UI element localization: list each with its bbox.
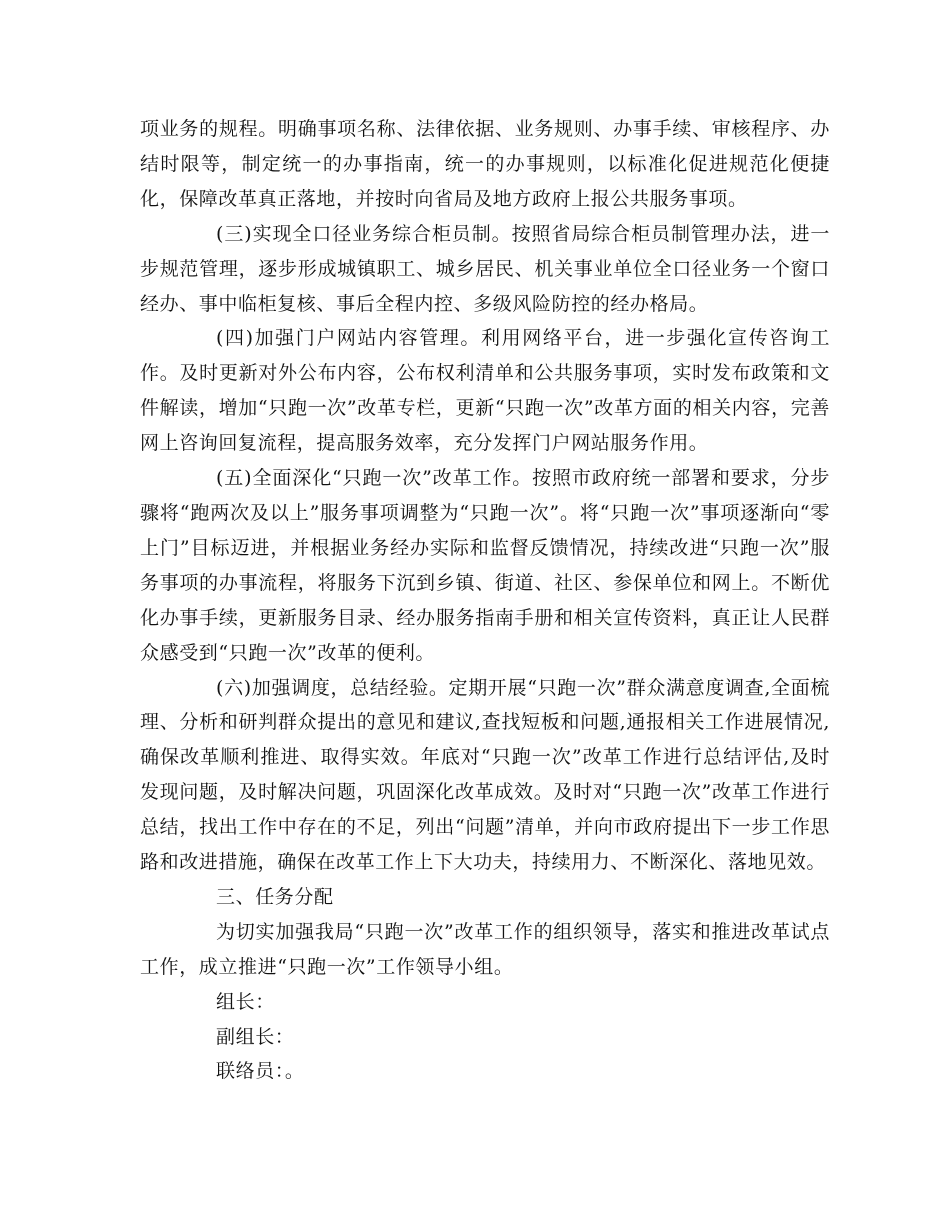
paragraph-portal-website: (四)加强门户网站内容管理。利用网络平台，进一步强化宣传咨询工作。及时更新对外公布内容，公布权利清单和公共服务事项，实时发布政策和文件解读，增加“只跑一次”改革专栏，更新“只跑一次”改革方面的相关内容，完善网上咨询回复流程，提高服务效率，充分发挥门户网站服务作用。 (140, 327, 830, 455)
paragraph-run-once-reform: (五)全面深化“只跑一次”改革工作。按照市政府统一部署和要求，分步骤将“跑两次及以上”服务事项调整为“只跑一次”。将“只跑一次”事项逐渐向“零上门”目标迈进，并根据业务经办实际和监督反馈情况，持续改进“只跑一次”服务事项的办事流程，将服务下沉到乡镇、街道、社区、参保单位和网上。不断优化办事手续，更新服务目录、经办服务指南手册和相关宣传资料，真正让人民群众感受到“只跑一次”改革的便利。 (140, 467, 830, 664)
paragraph-comprehensive-teller: (三)实现全口径业务综合柜员制。按照省局综合柜员制管理办法，进一步规范管理，逐步形成城镇职工、城乡居民、机关事业单位全口径业务一个窗口经办、事中临柜复核、事后全程内控、多级风险防控的经办格局。 (140, 222, 830, 315)
group-leader-line: 组长： (216, 990, 275, 1013)
paragraph-summarize-experience: (六)加强调度，总结经验。定期开展“只跑一次”群众满意度调查,全面梳理、分析和研判群众提出的意见和建议,查找短板和问题,通报相关工作进展情况,确保改革顺利推进、取得实效。年底对“只跑一次”改革工作进行总结评估,及时发现问题，及时解决问题，巩固深化改革成效。及时对“只跑一次”改革工作进行总结，找出工作中存在的不足，列出“问题”清单，并向市政府提出下一步工作思路和改进措施，确保在改革工作上下大功夫，持续用力、不断深化、落地见效。 (140, 676, 830, 874)
paragraph-leading-group: 为切实加强我局“只跑一次”改革工作的组织领导，落实和推进改革试点工作，成立推进“只跑一次”工作领导小组。 (140, 920, 830, 978)
deputy-leader-line: 副组长： (216, 1025, 295, 1048)
section-heading-task-assignment: 三、任务分配 (216, 885, 334, 908)
paragraph-continuation: 项业务的规程。明确事项名称、法律依据、业务规则、办事手续、审核程序、办结时限等，制定统一的办事指南，统一的办事规则，以标准化促进规范化便捷化，保障改革真正落地，并按时向省局及地方政府上报公共服务事项。 (140, 118, 830, 210)
document-body (140, 112, 830, 1089)
liaison-line: 联络员：。 (216, 1060, 305, 1083)
